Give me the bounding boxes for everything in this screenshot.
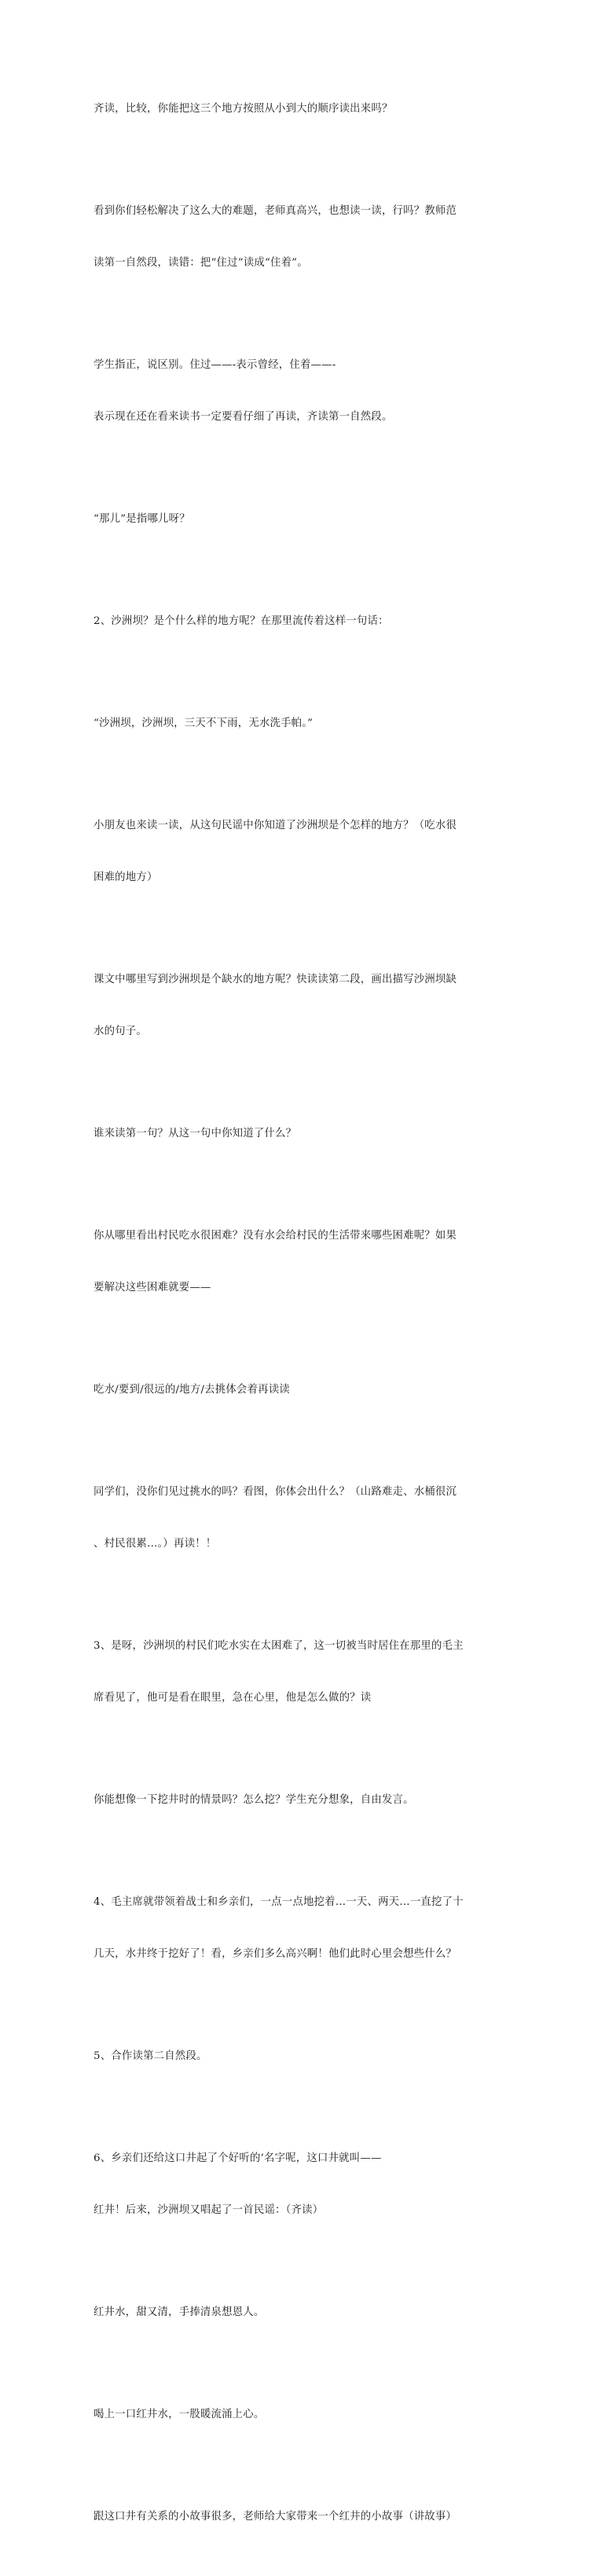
text-line: 困难的地方） [94, 872, 158, 883]
text-line: 表示现在还在看来读书一定要看仔细了再读，齐读第一自然段。 [94, 411, 393, 423]
text-line: 几天，水井终于挖好了！看，乡亲们多么高兴啊！他们此时心里会想些什么？ [94, 1948, 457, 1960]
text-line: 红井水，甜又清，手捧清泉想恩人。 [94, 2306, 265, 2318]
paragraph-8 [94, 937, 518, 1075]
text-line: 、村民很累…。）再读！！ [94, 1538, 217, 1550]
paragraph-3 [94, 322, 518, 461]
text-line: 小朋友也来读一读，从这句民谣中你知道了沙洲坝是个怎样的地方？（吃水很 [94, 820, 457, 831]
paragraph-5 [94, 578, 518, 665]
paragraph-12 [94, 1449, 518, 1587]
text-line: 要解决这些困难就要—— [94, 1282, 211, 1294]
paragraph-15 [94, 1859, 518, 1998]
text-line: 学生指正，说区别。住过——-表示曾经，住着——- [94, 359, 336, 371]
paragraph-16 [94, 2013, 518, 2100]
paragraph-1 [94, 66, 518, 152]
text-line: 同学们，没你们见过挑水的吗？看图，你体会出什么？（山路难走、水桶很沉 [94, 1486, 457, 1498]
paragraph-2 [94, 168, 518, 306]
paragraph-14 [94, 1757, 518, 1844]
text-line: 2、沙洲坝？是个什么样的地方呢？在那里流传着这样一句话： [94, 615, 389, 627]
paragraph-13 [94, 1603, 518, 1741]
text-line: 跟这口井有关系的小故事很多，老师给大家带来一个红井的小故事（讲故事） [94, 2511, 457, 2523]
paragraph-18 [94, 2270, 518, 2356]
paragraph-6 [94, 681, 518, 767]
text-line: “那儿”是指哪儿呀？ [94, 513, 190, 525]
paragraph-9 [94, 1091, 518, 1177]
paragraph-11 [94, 1347, 518, 1433]
paragraph-4 [94, 476, 518, 563]
text-line: 3、是呀，沙洲坝的村民们吃水实在太困难了，这一切被当时居住在那里的毛主 [94, 1640, 464, 1652]
paragraph-17 [94, 2115, 518, 2254]
text-line: 齐读，比较，你能把这三个地方按照从小到大的顺序读出来吗？ [94, 103, 393, 115]
text-line: 红井！后来，沙洲坝又唱起了一首民谣：（齐读） [94, 2204, 324, 2216]
paragraph-20 [94, 2474, 518, 2560]
paragraph-7 [94, 783, 518, 921]
text-line: 席看见了，他可是看在眼里，急在心里，他是怎么做的？读 [94, 1692, 372, 1704]
paragraph-19 [94, 2372, 518, 2458]
text-line: 5、合作读第二自然段。 [94, 2050, 207, 2062]
text-line: 水的句子。 [94, 1026, 147, 1037]
text-line: 吃水/要到/很远的/地方/去挑体会着再读读 [94, 1384, 290, 1396]
text-line: 谁来读第一句？从这一句中你知道了什么？ [94, 1128, 297, 1139]
text-line: “沙洲坝，沙洲坝，三天不下雨，无水洗手帕。” [94, 717, 314, 729]
text-line: 6、乡亲们还给这口井起了个好听的’名字呢，这口井就叫—— [94, 2152, 382, 2164]
text-line: 你能想像一下挖井时的情景吗？怎么挖？学生充分想象，自由发言。 [94, 1794, 414, 1806]
text-line: 读第一自然段，读错：把“住过”读成“住着”。 [94, 257, 308, 269]
text-line: 看到你们轻松解决了这么大的难题，老师真高兴，也想读一读，行吗？教师范 [94, 205, 457, 217]
document-page [94, 66, 518, 2576]
text-line: 喝上一口红井水，一股暖流涌上心。 [94, 2409, 265, 2420]
text-line: 你从哪里看出村民吃水很困难？没有水会给村民的生活带来哪些困难呢？如果 [94, 1230, 457, 1242]
text-line: 4、毛主席就带领着战士和乡亲们，一点一点地挖着…一天、两天…一直挖了十 [94, 1896, 464, 1908]
text-line: 课文中哪里写到沙洲坝是个缺水的地方呢？快读读第二段，画出描写沙洲坝缺 [94, 974, 457, 985]
paragraph-10 [94, 1193, 518, 1331]
